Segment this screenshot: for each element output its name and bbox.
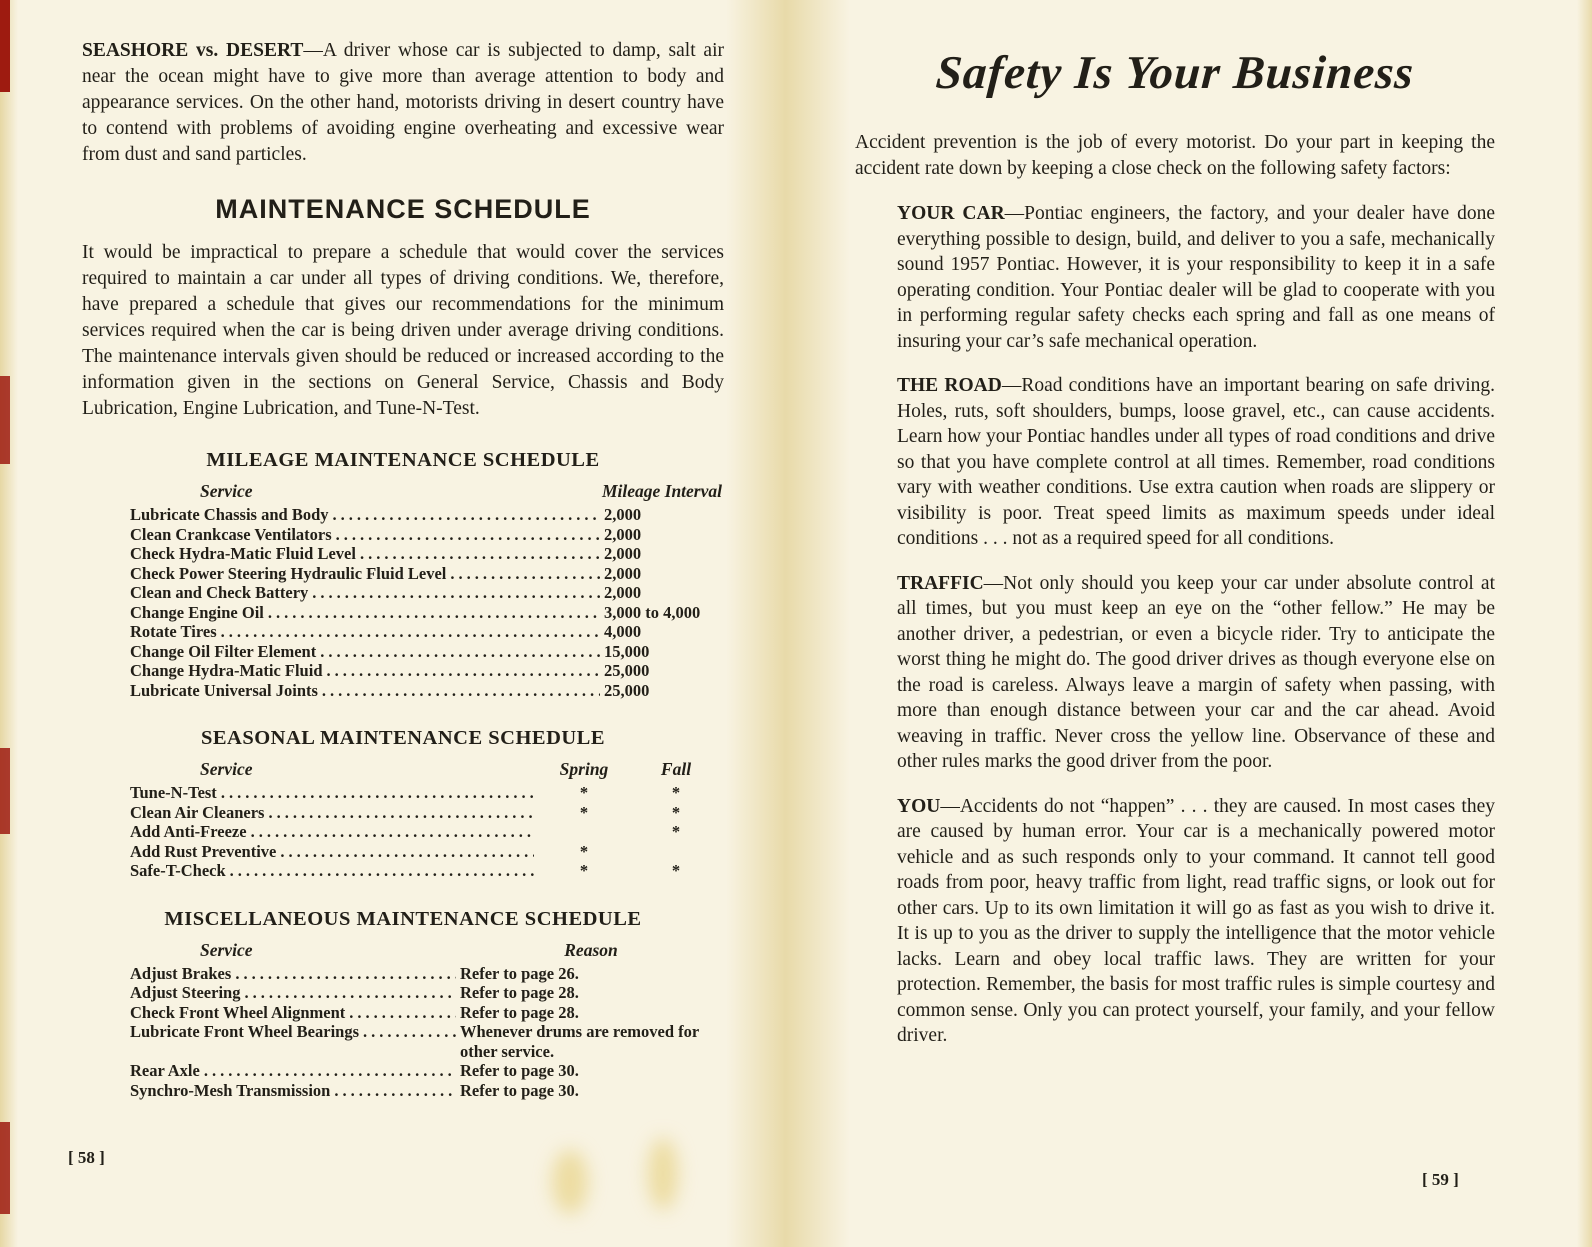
table-row — [130, 964, 722, 984]
table-row — [130, 861, 722, 881]
reason-cell: Refer to page 26. — [460, 963, 579, 983]
paper-edge-right — [1577, 0, 1592, 1247]
misc-table-header — [130, 940, 722, 961]
reason-cell: Refer to page 30. — [460, 1080, 579, 1100]
interval-cell: 2,000 — [604, 563, 642, 583]
spring-cell: * — [579, 783, 589, 802]
reason-cell: Refer to page 28. — [460, 1002, 579, 1022]
mileage-schedule-title: MILEAGE MAINTENANCE SCHEDULE — [206, 449, 600, 471]
table-row — [130, 1061, 722, 1081]
table-row — [130, 564, 722, 584]
spring-cell: * — [579, 841, 589, 861]
service-cell: Check Hydra-Matic Fluid Level — [130, 544, 356, 563]
section-lead: YOU — [897, 795, 941, 817]
service-cell: Clean and Check Battery — [130, 583, 309, 602]
column-header-reason: Reason — [564, 939, 618, 960]
section-lead: TRAFFIC — [897, 572, 984, 594]
section-text: —Road conditions have an important bearing on safe driving. Holes, ruts, soft shoulders, bumps, loose gravel, etc., can cause accidents. Learn how your Pontiac handles under all types of road conditions and drive so that you have complete control at all times. Remember, road conditions vary with weather conditions. Use extra caution when roads are slippery or visibility is poor. Treat speed limits as maximum speeds under ideal conditions . . . not as a required speed for all conditions. — [897, 375, 1495, 549]
intro-text: —A driver whose car is subjected to damp, salt air near the ocean might have to give more than average attention to body and appearance services. On the other hand, motorists driving in desert country have to contend with problems of avoiding engine overheating and excessive wear from dust and sand particles. — [82, 40, 724, 165]
interval-cell: 25,000 — [604, 661, 650, 680]
section-text: —Accidents do not “happen” . . . they are caused. In most cases they are caused by human error. Your car is a mechanically powered motor vehicle and as such responds only to your command. It cannot tell good roads from poor, heavy traffic from light, read traffic signs, or look out for other cars. Up to its own limitation it will go as fast as you wish to drive it. It is up to you as the driver to supply the intelligence that the motor vehicle lacks. Learn and obey local traffic laws. They are written for your protection. Remember, the basis for most traffic rules is simple courtesy and common sense. Only you can protect yourself, your family, and your fellow driver. — [897, 795, 1495, 1046]
table-row — [130, 842, 722, 862]
table-row — [130, 783, 722, 803]
dot-leader — [334, 1081, 456, 1101]
service-cell: Clean Crankcase Ventilators — [130, 524, 332, 544]
section-text: —Not only should you keep your car under absolute control at all times, but you must keep an eye on the “other fellow.” He may be another driver, a pedestrian, or even a bicycle rider. Try to anticipate the worst thing he might do. The good driver drives as though everyone else on the road is careless. Always leave a margin of safety when passing, with more than enough distance between your car and the car ahead. Avoid weaving in traffic. Never cross the yellow line. Observance of these and other rules marks the good driver from the poor. — [897, 572, 1495, 772]
table-row — [130, 525, 722, 545]
interval-cell: 2,000 — [604, 583, 642, 602]
column-header-service: Service — [200, 481, 253, 501]
dot-leader — [349, 1003, 456, 1023]
section-traffic — [897, 571, 1495, 775]
page-number-left: [ 58 ] — [68, 1148, 105, 1167]
section-lead: YOUR CAR — [897, 203, 1005, 224]
interval-cell: 2,000 — [604, 544, 642, 563]
service-cell: Change Oil Filter Element — [130, 641, 317, 661]
table-row — [130, 983, 722, 1003]
dot-leader — [327, 661, 601, 681]
print-mark — [0, 1122, 10, 1214]
service-cell: Clean Air Cleaners — [130, 802, 265, 822]
column-header-service: Service — [200, 759, 253, 779]
fall-cell: * — [671, 861, 681, 880]
mileage-table-header — [130, 481, 722, 502]
mileage-table — [130, 481, 722, 700]
section-you — [897, 794, 1495, 1049]
spring-cell: * — [579, 861, 589, 880]
seasonal-table — [130, 759, 722, 881]
paper-edge-left — [0, 0, 18, 1247]
service-cell: Rear Axle — [130, 1061, 200, 1080]
service-cell: Adjust Steering — [130, 983, 241, 1002]
service-cell: Rotate Tires — [130, 622, 217, 641]
service-cell: Add Anti-Freeze — [130, 822, 247, 841]
service-cell: Change Hydra-Matic Fluid — [130, 661, 323, 680]
maintenance-schedule-heading: MAINTENANCE SCHEDULE — [215, 194, 591, 224]
reason-cell: Refer to page 30. — [460, 1061, 579, 1080]
dot-leader — [360, 544, 600, 564]
section-the-road — [897, 373, 1495, 552]
dot-leader — [336, 525, 600, 545]
dot-leader — [450, 564, 600, 584]
table-row — [130, 505, 722, 525]
dot-leader — [280, 842, 534, 862]
table-row — [130, 822, 722, 842]
intro-paragraph — [82, 38, 724, 168]
spring-cell: * — [579, 802, 589, 822]
dot-leader — [322, 681, 600, 701]
dot-leader — [204, 1061, 456, 1081]
section-your-car — [897, 201, 1495, 354]
print-mark — [0, 376, 10, 464]
paper-stain — [552, 1150, 588, 1214]
reason-cell: Whenever drums are removed for other service. — [460, 1022, 699, 1061]
table-row — [130, 1003, 722, 1023]
service-cell: Change Engine Oil — [130, 602, 264, 622]
table-row — [130, 622, 722, 642]
dot-leader — [251, 822, 534, 842]
service-cell: Synchro-Mesh Transmission — [130, 1080, 331, 1100]
interval-cell: 4,000 — [604, 622, 642, 641]
service-cell: Check Power Steering Hydraulic Fluid Level — [130, 563, 447, 583]
fall-cell: * — [671, 802, 681, 822]
page-right — [855, 38, 1495, 1049]
page-gutter — [726, 0, 850, 1247]
dot-leader — [268, 803, 534, 823]
dot-leader — [235, 964, 456, 984]
column-header-service: Service — [200, 939, 253, 960]
service-cell: Lubricate Chassis and Body — [130, 505, 329, 524]
table-row — [130, 661, 722, 681]
dot-leader — [312, 583, 600, 603]
dot-leader — [333, 505, 600, 525]
reason-cell: Refer to page 28. — [460, 983, 579, 1002]
safety-intro-paragraph: Accident prevention is the job of every motorist. Do your part in keeping the accident rate down by keeping a close check on the following safety factors: — [855, 132, 1495, 179]
fall-cell: * — [671, 783, 681, 802]
column-header-mileage-interval: Mileage Interval — [601, 481, 722, 501]
dot-leader — [230, 861, 534, 881]
interval-cell: 2,000 — [604, 524, 642, 544]
table-row — [130, 603, 722, 623]
service-cell: Adjust Brakes — [130, 963, 232, 983]
dot-leader — [320, 642, 600, 662]
dot-leader — [363, 1022, 456, 1042]
service-cell: Add Rust Preventive — [130, 841, 277, 861]
table-row — [130, 681, 722, 701]
table-row — [130, 642, 722, 662]
dot-leader — [268, 603, 600, 623]
column-header-spring: Spring — [559, 759, 609, 779]
dot-leader — [221, 783, 534, 803]
service-cell: Safe-T-Check — [130, 861, 226, 880]
fall-cell: * — [671, 822, 681, 841]
seasonal-table-header — [130, 759, 722, 780]
seasonal-schedule-title: SEASONAL MAINTENANCE SCHEDULE — [200, 727, 606, 749]
paper-stain — [648, 1138, 678, 1210]
interval-cell: 2,000 — [604, 505, 642, 524]
print-mark — [0, 748, 10, 834]
dot-leader — [244, 983, 456, 1003]
section-lead: THE ROAD — [897, 375, 1002, 396]
page-number-right: [ 59 ] — [1422, 1170, 1459, 1189]
service-cell: Check Front Wheel Alignment — [130, 1002, 346, 1022]
table-row — [130, 544, 722, 564]
print-mark — [0, 0, 10, 92]
table-row — [130, 1022, 722, 1061]
column-header-fall: Fall — [660, 759, 692, 779]
page-title: Safety Is Your Business — [934, 47, 1416, 99]
section-text: —Pontiac engineers, the factory, and your dealer have done everything possible to design, build, and deliver to you a safe, mechanically sound 1957 Pontiac. However, it is your responsibility to keep it in a safe operating condition. Your Pontiac dealer will be glad to cooperate with you in performing regular safety checks each spring and fall as one means of insuring your car’s safe mechanical operation. — [897, 203, 1495, 352]
service-cell: Lubricate Universal Joints — [130, 680, 318, 700]
service-cell: Lubricate Front Wheel Bearings — [130, 1022, 360, 1041]
misc-table — [130, 940, 722, 1101]
page-left — [82, 38, 724, 1100]
table-row — [130, 583, 722, 603]
interval-cell: 25,000 — [604, 680, 650, 700]
intro-lead: SEASHORE vs. DESERT — [82, 40, 304, 61]
dot-leader — [221, 622, 600, 642]
table-row — [130, 1081, 722, 1101]
interval-cell: 15,000 — [604, 641, 650, 661]
misc-schedule-title: MISCELLANEOUS MAINTENANCE SCHEDULE — [164, 907, 642, 930]
table-row — [130, 803, 722, 823]
maintenance-schedule-paragraph: It would be impractical to prepare a schedule that would cover the services required to maintain a car under all types of driving conditions. We, therefore, have prepared a schedule that gives our recommendations for the minimum services required when the car is being driven under average driving conditions. The maintenance intervals given should be reduced or increased according to the information given in the sections on General Service, Chassis and Body Lubrication, Engine Lubrication, and Tune-N-Test. — [82, 242, 724, 419]
service-cell: Tune-N-Test — [130, 783, 217, 802]
interval-cell: 3,000 to 4,000 — [604, 602, 701, 622]
